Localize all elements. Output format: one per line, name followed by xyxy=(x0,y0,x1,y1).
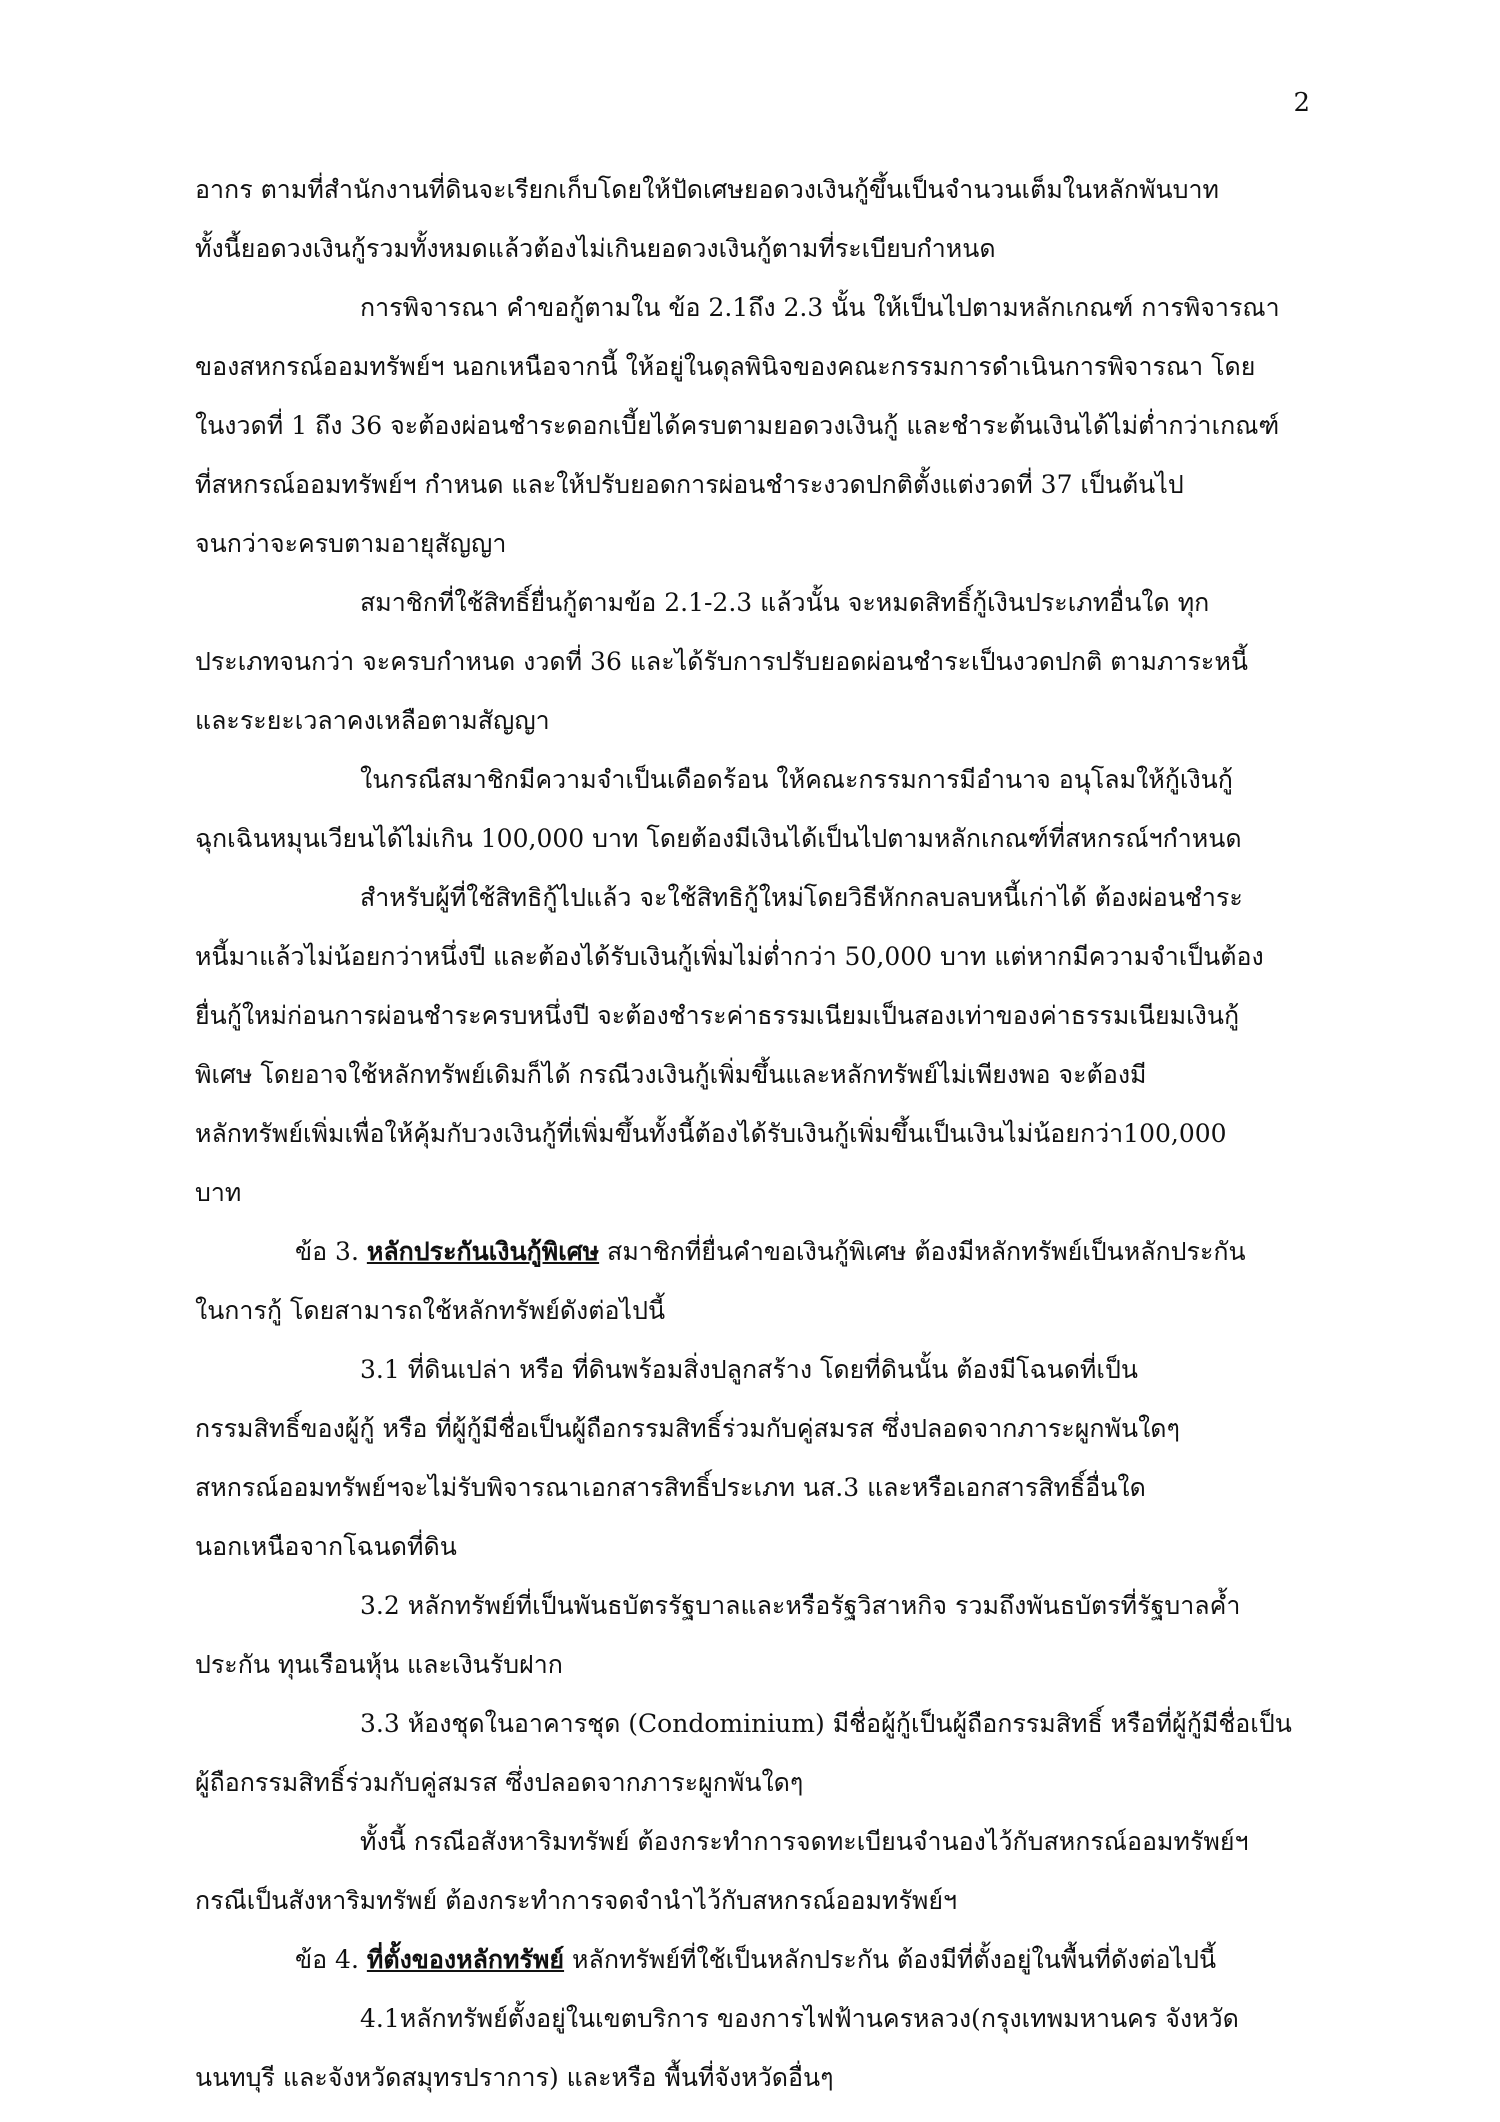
document-body xyxy=(195,160,1305,2107)
clause-4-number: ข้อ 4. xyxy=(295,1945,367,1974)
paragraph-line: ประกัน ทุนเรือนหุ้น และเงินรับฝาก xyxy=(195,1650,563,1679)
clause-3-number: ข้อ 3. xyxy=(295,1237,367,1266)
paragraph-line: กรรมสิทธิ์ของผู้กู้ หรือ ที่ผู้กู้มีชื่อเป็นผู้ถือกรรมสิทธิ์ร่วมกับคู่สมรส ซึ่งปลอดจากภาระผูกพันใดๆ xyxy=(195,1414,1180,1443)
paragraph-line: 4.1หลักทรัพย์ตั้งอยู่ในเขตบริการ ของการไฟฟ้านครหลวง(กรุงเทพมหานคร จังหวัด xyxy=(360,2004,1239,2033)
paragraph-line: ทั้งนี้ยอดวงเงินกู้รวมทั้งหมดแล้วต้องไม่เกินยอดวงเงินกู้ตามที่ระเบียบกำหนด xyxy=(195,234,996,263)
paragraph-line: กรณีเป็นสังหาริมทรัพย์ ต้องกระทำการจดจำนำไว้กับสหกรณ์ออมทรัพย์ฯ xyxy=(195,1886,958,1915)
paragraph-line: ของสหกรณ์ออมทรัพย์ฯ นอกเหนือจากนี้ ให้อยู่ในดุลพินิจของคณะกรรมการดำเนินการพิจารณา โดย xyxy=(195,352,1256,381)
paragraph-line: อากร ตามที่สำนักงานที่ดินจะเรียกเก็บโดยให้ปัดเศษยอดวงเงินกู้ขึ้นเป็นจำนวนเต็มในหลักพันบาท xyxy=(195,175,1219,204)
clause-4-line xyxy=(195,1930,1305,1989)
paragraph-line: หนี้มาแล้วไม่น้อยกว่าหนึ่งปี และต้องได้รับเงินกู้เพิ่มไม่ต่ำกว่า 50,000 บาท แต่หากมีความจำเป็นต้อง xyxy=(195,942,1264,971)
clause-3-text: สมาชิกที่ยื่นคำขอเงินกู้พิเศษ ต้องมีหลักทรัพย์เป็นหลักประกัน xyxy=(599,1237,1246,1266)
paragraph-line: สหกรณ์ออมทรัพย์ฯจะไม่รับพิจารณาเอกสารสิทธิ์ประเภท นส.3 และหรือเอกสารสิทธิ์อื่นใด xyxy=(195,1473,1146,1502)
paragraph-line: 3.1 ที่ดินเปล่า หรือ ที่ดินพร้อมสิ่งปลูกสร้าง โดยที่ดินนั้น ต้องมีโฉนดที่เป็น xyxy=(360,1355,1138,1384)
paragraph-line: ในการกู้ โดยสามารถใช้หลักทรัพย์ดังต่อไปนี้ xyxy=(195,1296,666,1325)
paragraph-line: สมาชิกที่ใช้สิทธิ์ยื่นกู้ตามข้อ 2.1-2.3 แล้วนั้น จะหมดสิทธิ์กู้เงินประเภทอื่นใด ทุก xyxy=(360,588,1210,617)
clause-3-line xyxy=(195,1222,1305,1281)
paragraph-line: ในงวดที่ 1 ถึง 36 จะต้องผ่อนชำระดอกเบี้ยได้ครบตามยอดวงเงินกู้ และชำระต้นเงินได้ไม่ต่ำกว่าเกณฑ์ xyxy=(195,411,1280,440)
paragraph-line: จนกว่าจะครบตามอายุสัญญา xyxy=(195,529,507,558)
paragraph-line: สำหรับผู้ที่ใช้สิทธิกู้ไปแล้ว จะใช้สิทธิกู้ใหม่โดยวิธีหักกลบลบหนี้เก่าได้ ต้องผ่อนชำระ xyxy=(360,883,1243,912)
paragraph-line: หลักทรัพย์เพิ่มเพื่อให้คุ้มกับวงเงินกู้ที่เพิ่มขึ้นทั้งนี้ต้องได้รับเงินกู้เพิ่มขึ้นเป็นเงินไม่น้อยกว่า100,000 xyxy=(195,1119,1227,1148)
paragraph-line: ประเภทจนกว่า จะครบกำหนด งวดที่ 36 และได้รับการปรับยอดผ่อนชำระเป็นงวดปกติ ตามภาระหนี้ xyxy=(195,647,1248,676)
paragraph-line: ยื่นกู้ใหม่ก่อนการผ่อนชำระครบหนึ่งปี จะต้องชำระค่าธรรมเนียมเป็นสองเท่าของค่าธรรมเนียมเงินกู้ xyxy=(195,1001,1240,1030)
paragraph-line: บาท xyxy=(195,1178,242,1207)
paragraph-line: ในกรณีสมาชิกมีความจำเป็นเดือดร้อน ให้คณะกรรมการมีอำนาจ อนุโลมให้กู้เงินกู้ xyxy=(360,765,1233,794)
clause-3-heading: หลักประกันเงินกู้พิเศษ xyxy=(366,1237,600,1266)
clause-4-text: หลักทรัพย์ที่ใช้เป็นหลักประกัน ต้องมีที่ตั้งอยู่ในพื้นที่ดังต่อไปนี้ xyxy=(564,1945,1217,1974)
paragraph-line: ฉุกเฉินหมุนเวียนได้ไม่เกิน 100,000 บาท โดยต้องมีเงินได้เป็นไปตามหลักเกณฑ์ที่สหกรณ์ฯกำหนด xyxy=(195,824,1242,853)
paragraph-line: ทั้งนี้ กรณีอสังหาริมทรัพย์ ต้องกระทำการจดทะเบียนจำนองไว้กับสหกรณ์ออมทรัพย์ฯ xyxy=(360,1827,1249,1856)
paragraph-line: นนทบุรี และจังหวัดสมุทรปราการ) และหรือ พื้นที่จังหวัดอื่นๆ xyxy=(195,2063,834,2092)
paragraph-line: นอกเหนือจากโฉนดที่ดิน xyxy=(195,1532,457,1561)
paragraph-line: ที่สหกรณ์ออมทรัพย์ฯ กำหนด และให้ปรับยอดการผ่อนชำระงวดปกติตั้งแต่งวดที่ 37 เป็นต้นไป xyxy=(195,470,1184,499)
paragraph-line: 3.2 หลักทรัพย์ที่เป็นพันธบัตรรัฐบาลและหรือรัฐวิสาหกิจ รวมถึงพันธบัตรที่รัฐบาลค้ำ xyxy=(360,1591,1241,1620)
paragraph-line: 3.3 ห้องชุดในอาคารชุด (Condominium) มีชื่อผู้กู้เป็นผู้ถือกรรมสิทธิ์ หรือที่ผู้กู้มีชื่อเป็น xyxy=(360,1709,1292,1738)
page-number: 2 xyxy=(1293,88,1310,118)
paragraph-line: และระยะเวลาคงเหลือตามสัญญา xyxy=(195,706,550,735)
paragraph-line: พิเศษ โดยอาจใช้หลักทรัพย์เดิมก็ได้ กรณีวงเงินกู้เพิ่มขึ้นและหลักทรัพย์ไม่เพียงพอ จะต้องมี xyxy=(195,1060,1147,1089)
paragraph-line: ผู้ถือกรรมสิทธิ์ร่วมกับคู่สมรส ซึ่งปลอดจากภาระผูกพันใดๆ xyxy=(195,1768,804,1797)
paragraph-line: การพิจารณา คำขอกู้ตามใน ข้อ 2.1ถึง 2.3 นั้น ให้เป็นไปตามหลักเกณฑ์ การพิจารณา xyxy=(360,293,1280,322)
clause-4-heading: ที่ตั้งของหลักทรัพย์ xyxy=(366,1945,565,1974)
